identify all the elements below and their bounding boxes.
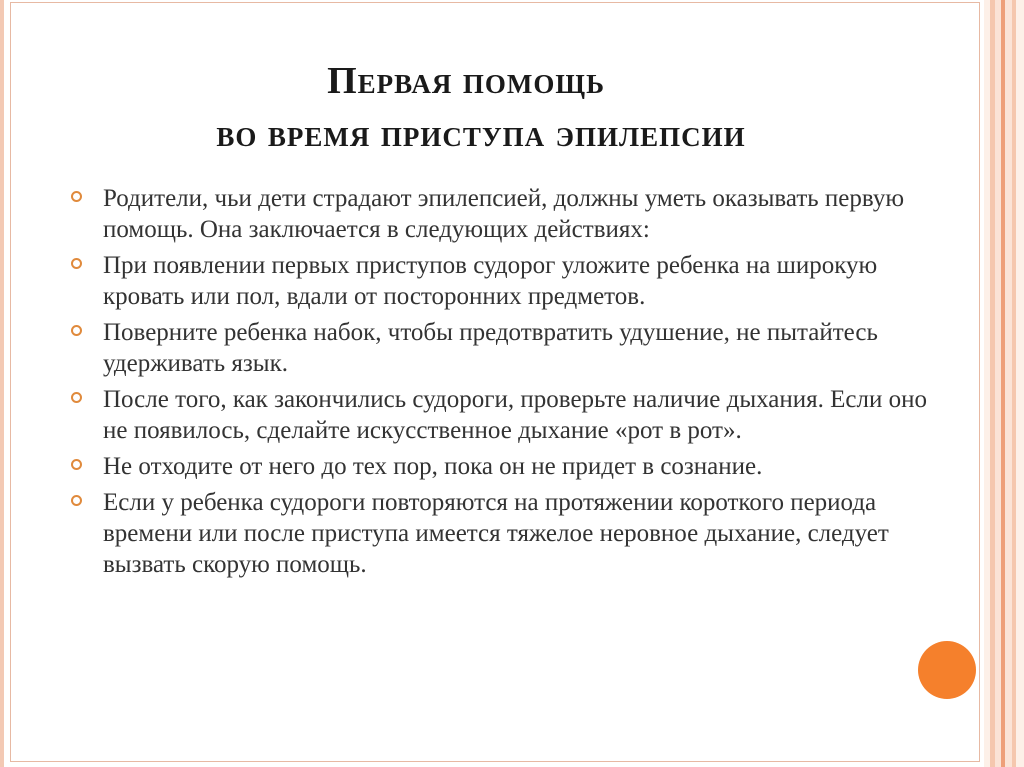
slide-title [11, 55, 951, 161]
content-panel [10, 2, 980, 762]
bullet-item [71, 451, 956, 482]
decorative-orange-circle [918, 641, 976, 699]
bullet-item [71, 317, 956, 379]
ring-bullet-icon [71, 495, 82, 506]
bullet-text: Если у ребенка судороги повторяются на протяжении короткого периода времени или после приступа имеется тяжелое неровное дыхание, следует вызвать скорую помощь. [103, 489, 889, 578]
title-line-2: во время приступа эпилепсии [216, 113, 746, 155]
stripe [1005, 0, 1012, 767]
left-frame-accent [0, 0, 4, 767]
bullet-text: Поверните ребенка набок, чтобы предотвратить удушение, не пытайтесь удерживать язык. [103, 319, 878, 377]
bullet-item [71, 384, 956, 446]
ring-bullet-icon [71, 258, 82, 269]
bullet-text: При появлении первых приступов судорог уложите ребенка на широкую кровать или пол, вдали от посторонних предметов. [103, 252, 878, 310]
bullet-list [71, 183, 956, 585]
stripe [1016, 0, 1024, 767]
bullet-text: После того, как закончились судороги, проверьте наличие дыхания. Если оно не появилось, сделайте искусственное дыхание «рот в рот». [103, 386, 927, 444]
ring-bullet-icon [71, 392, 82, 403]
title-line-1: Первая помощь [327, 60, 605, 102]
bullet-text: Не отходите от него до тех пор, пока он не придет в сознание. [103, 453, 763, 480]
bullet-item [71, 183, 956, 245]
right-decorative-stripes [984, 0, 1024, 767]
bullet-item [71, 250, 956, 312]
ring-bullet-icon [71, 191, 82, 202]
bullet-text: Родители, чьи дети страдают эпилепсией, должны уметь оказывать первую помощь. Она заключается в следующих действиях: [103, 185, 905, 243]
ring-bullet-icon [71, 459, 82, 470]
bullet-item [71, 487, 956, 580]
ring-bullet-icon [71, 325, 82, 336]
